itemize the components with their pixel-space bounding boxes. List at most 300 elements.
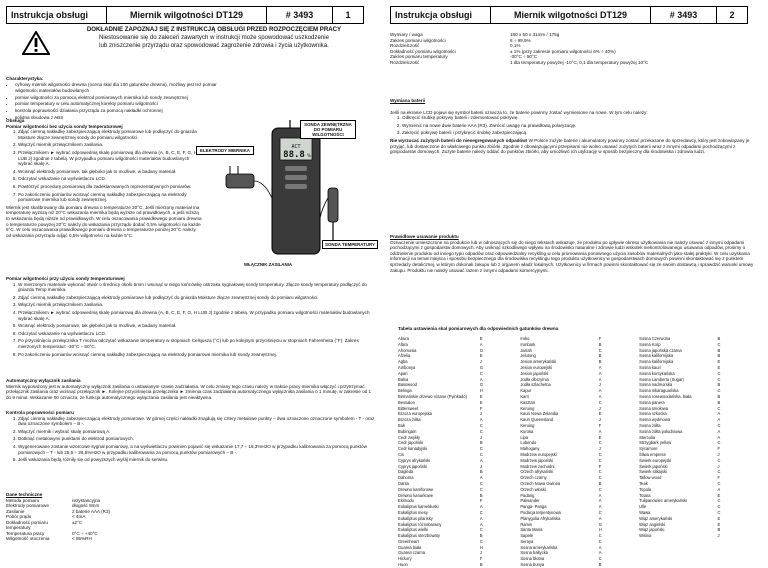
scale-code-cell: B [598, 353, 602, 359]
operation-steps [6, 129, 202, 203]
scale-code-cell: H [598, 527, 602, 533]
callout-temperature-probe: SONDA TEMPERATURY [322, 240, 378, 249]
operation-step: 5. Odczytać wskazanie na wyświetlaczu LCD. [18, 176, 202, 182]
battery-heading: Wymiana baterii [390, 98, 426, 103]
spec-value: 6 ÷ 99,9% [510, 37, 531, 43]
scale-code-cell: G [479, 382, 484, 388]
wood-species-cell: Keruing [520, 422, 535, 428]
scale-code-cell: A [479, 475, 483, 481]
scale-code-cell: A [598, 370, 602, 376]
wood-species-cell: Sosna Czerwona [639, 336, 671, 341]
wood-species-cell: Eukaliptus kamelduski [398, 504, 439, 510]
wood-species-cell: Cedr zwykły [398, 434, 421, 440]
header-page-number: 1 [345, 10, 351, 20]
wood-species-cell: Orzech Nowa Gwinea [520, 480, 561, 486]
battery-step: 3. Zakręcić pokrywę baterii i przykręcić śrubkę zabezpieczającą. [402, 130, 760, 136]
tech-value: długość 8mm [72, 503, 100, 509]
temp-probe-step: 6. Odczytać wskazanie na wyświetlaczu LCD. [18, 331, 376, 337]
scale-code-cell: F [598, 463, 602, 469]
wood-species-cell: Sosna kauri [639, 364, 661, 370]
wood-species-cell: Basswood [398, 382, 417, 388]
wood-species-cell: Świerk sitkajski [639, 469, 667, 475]
wood-species-cell: Świerk europejski [639, 457, 672, 463]
wood-species-cell: Cyprys japoński [398, 463, 427, 469]
scale-code-cell: H [479, 544, 483, 550]
wood-species-cell: Sosna amerykańska [520, 544, 558, 550]
scale-code-cell: A [717, 486, 721, 492]
wood-species-cell: Keruing [520, 405, 535, 411]
feature-item: • solidna obudowa z ABS [15, 115, 226, 122]
wood-species-cell: Strzygbark yellow [639, 440, 672, 446]
wood-species-cell: Iroko [520, 336, 530, 341]
header-code: # 3493 [267, 7, 333, 23]
scale-code-cell: A [598, 376, 602, 382]
wood-species-cell: Balsa [398, 376, 409, 382]
tech-key: Wilgotność otoczenia [6, 536, 50, 542]
control-step: 1. Zdjąć ciemną nakładkę zabezpieczającą elektrody pomiarowe. W górnej części nakładki znajdują się cztery metalowe punkty – dwa oznaczone oznaczone symbolem - T - oraz dwa oznaczone symbolem – B -. [18, 416, 376, 427]
scale-code-cell: B [717, 336, 721, 341]
wood-species-cell: Jesion amerykański [520, 359, 557, 365]
wood-species-cell: Lipa [520, 434, 529, 440]
scale-code-cell: A [717, 417, 721, 423]
wood-species-cell: Agba [398, 359, 408, 365]
wood-species-cell: Seraya [520, 538, 534, 544]
wood-species-cell: Guarea czarna [398, 550, 426, 556]
scale-code-cell: C [598, 509, 602, 515]
scale-code-cell: C [479, 527, 483, 533]
header-model: Miernik wilgotności DT129 [491, 7, 651, 23]
scale-code-cell: E [717, 359, 721, 365]
spec-key: Rozdzielczość [390, 59, 420, 65]
wood-species-cell: Kuroka [520, 428, 534, 434]
scale-code-cell: C [717, 509, 721, 515]
scale-code-cell: C [598, 533, 602, 539]
wood-species-cell: Cyprys afrykański [398, 457, 431, 463]
wood-species-cell: Śliwa empress [639, 451, 666, 457]
scale-code-cell: F [598, 336, 602, 341]
wood-species-cell: Kasztan [520, 399, 536, 405]
wood-species-cell: Brzoza europejska [398, 411, 432, 417]
wood-species-cell: Abura [398, 336, 409, 341]
meter-body-icon [272, 120, 320, 254]
disposal-heading: Prawidłowe usuwanie produktu [390, 234, 459, 239]
wood-species-cell: Sosna kalifornijska [639, 353, 674, 359]
wood-species-cell: Modrzew zachodni [520, 463, 555, 469]
disposal-section [390, 234, 760, 273]
operation-section [6, 118, 202, 238]
scale-code-cell: G [479, 364, 484, 370]
feature-item: • kontrola poprawności działania przyrządu za pomocą nakładki ochronnej [15, 108, 226, 115]
tech-value: 0°C ÷ +40°C [72, 530, 98, 536]
tech-value: ±2°C [72, 519, 83, 525]
wood-species-cell: Sterculia [639, 434, 656, 440]
operation-heading: Obsługa [6, 118, 25, 123]
scale-code-cell: A [479, 504, 483, 510]
wood-species-cell: Bittersweet [398, 405, 419, 411]
control-step: 3. Dotknąć metalowymi punktami do elektrod pomiarowych. [18, 436, 376, 442]
wood-species-cell: Cis [398, 451, 404, 457]
scale-code-cell: E [479, 399, 483, 405]
scale-code-cell: F [717, 475, 721, 481]
calibration-note: Miernik jest skalibrowany dla pomiaru drewna o temperaturze 20°C. Jeśli mierzony materiał ma temperaturę wyższą niż 20°C wskazania miernika będą wyższe od prawidłowych, a jeśli niższą to wskazania będą niższe od prawidłowych. W celu oszacowania prawidłowego pomiaru drewna o temperaturze powyżej 20°C należy do wskazania przyrządu dodać 0,5% wilgotności na każde 5°C. W celu oszacowania prawidłowego pomiaru drewna o temperaturze poniżej 20°C należy od wskazania przyrządu odjąć 0,5% wilgotności na każde 5°C. [6, 204, 202, 238]
wood-species-cell: Wiąz japoński [639, 527, 665, 533]
tech-value: 2 baterie AAA (R3) [72, 508, 111, 514]
wood-species-cell: Eukaliptus sterzbowaty [398, 533, 440, 539]
scale-code-cell: E [479, 393, 483, 399]
scale-code-cell: C [479, 509, 483, 515]
wood-species-cell: Kauri Nowa Zelandia [520, 411, 559, 417]
scale-code-cell: A [598, 428, 602, 434]
scale-code-cell: C [717, 498, 721, 504]
wood-species-cell: Orzech czarny [520, 475, 547, 481]
scale-code-cell: A [479, 417, 483, 423]
temp-probe-step: 2. Zdjąć ciemną nakładkę zabezpieczającą elektrody pomiarowe lub podłączyć do gniazda Moisture złącze zewnętrznej sondy do pomiaru wilgotności. [18, 295, 376, 301]
wood-species-cell: Wiąz amerykański [639, 515, 673, 521]
warning-icon [22, 31, 50, 55]
tech-data-section [6, 492, 206, 542]
warning-line-2: lub zniszczenie przyrządu oraz spowodować zagrożenie zdrowia i życia użytkownika. [99, 42, 329, 49]
scale-code-cell: A [479, 376, 483, 382]
scale-code-cell: B [479, 440, 483, 446]
spec-value: -30°C ÷ 50°C [510, 54, 538, 59]
scale-code-cell: E [598, 411, 602, 417]
scale-code-cell: C [717, 457, 721, 463]
scale-code-cell: F [717, 446, 721, 452]
control-step: 2. Włączyć miernik i wybrać skalę pomiarową A. [18, 429, 376, 435]
scale-code-cell: J [598, 405, 601, 411]
wood-species-cell: Sosna nikaraguańska [639, 388, 679, 394]
scale-code-cell: B [598, 562, 602, 568]
spec-value: 1 dla temperatury powyżej -10°C, 0,1 dla temperatury powyżej 10°C [510, 59, 649, 65]
wood-species-cell: Sycamore [639, 446, 658, 452]
warning-line-1: Niestosowanie się do zaleceń zawartych w instrukcji może spowodować uszkodzenie [99, 34, 329, 41]
wood-species-cell: Ekimodo [398, 498, 414, 504]
wood-species-cell: Panga- Panga [520, 504, 547, 510]
table-row [398, 562, 758, 568]
scale-code-cell: G [479, 347, 484, 353]
wood-species-cell: Danta [398, 480, 409, 486]
wood-species-cell: Hickory [398, 556, 412, 562]
scale-code-cell: F [479, 405, 483, 411]
spec-value: 180 x 50 x 31mm / 175g [510, 32, 560, 37]
battery-disposal-warning [390, 138, 760, 155]
warning-title: DOKŁADNIE ZAPOZNAJ SIĘ Z INSTRUKCJĄ OBSŁUGI PRZED ROZPOCZĘCIEM PRACY [86, 26, 342, 33]
wood-species-cell: Bubingam [398, 428, 417, 434]
scale-code-cell: C [479, 422, 483, 428]
scale-code-cell: C [598, 457, 602, 463]
temperature-probe-icon [320, 188, 338, 242]
wood-species-cell: Palisander [520, 498, 540, 504]
manual-page-1 [0, 0, 384, 543]
scale-code-cell: C [717, 504, 721, 510]
scale-code-cell: C [717, 469, 721, 475]
scale-code-cell: J [598, 417, 601, 423]
scale-code-cell: E [598, 434, 602, 440]
scale-code-cell: C [479, 370, 483, 376]
wood-species-cell: Świerk japoński [639, 463, 668, 469]
wood-species-cell: Sosna nadmorska [639, 382, 673, 388]
wood-species-cell: Modrzew europejski [520, 451, 557, 457]
scale-code-cell: C [479, 486, 483, 492]
spec-value: ± 1% (przy zakresie pomiaru wilgotności 6% ÷ 40%) [510, 48, 616, 54]
scale-code-cell: J [717, 533, 720, 539]
wood-species-cell: Afromosia [398, 347, 417, 353]
tech-key: Zasilanie [6, 508, 25, 514]
scale-code-cell: J [717, 463, 720, 469]
scale-code-cell: C [717, 341, 721, 347]
callout-power-switch: WŁĄCZNIK ZASILANIA [238, 261, 298, 268]
header-model: Miernik wilgotności DT129 [107, 7, 267, 23]
wood-species-cell: Sosna japońska czarna [639, 347, 682, 353]
wood-species-cell: Orzech afrykański [520, 469, 554, 475]
wood-species-cell: Drewno kanarkowe [398, 492, 434, 498]
wood-species-cell: Ironbark [520, 341, 536, 347]
auto-off-heading: Automatyczny wyłącznik zasilania [6, 378, 81, 383]
scale-code-cell: H [479, 388, 483, 394]
scale-code-cell: A [479, 521, 483, 527]
wood-species-cell: Kapur [520, 388, 532, 394]
scale-code-cell: B [717, 347, 721, 353]
wood-species-cell: Planygolia Afrykańska [520, 515, 561, 521]
specs-section [390, 32, 760, 65]
wood-species-cell: Belinga [398, 388, 412, 394]
page-header [6, 6, 364, 24]
wood-species-cell: Sosna błotna [520, 556, 545, 562]
wood-species-cell: Eukaliptus wielki [398, 527, 429, 533]
header-page-number: 2 [729, 10, 735, 20]
scale-code-cell: A [598, 504, 602, 510]
wood-species-cell: Guarea biała [398, 544, 422, 550]
wood-species-cell: Cedr kanadyjski [398, 446, 428, 452]
wood-species-cell: Wawa [639, 509, 651, 515]
scale-code-cell: C [479, 480, 483, 486]
wood-species-cell: Santa Maria [520, 527, 543, 533]
control-heading: Kontrola poprawności pomiaru [6, 410, 74, 415]
temp-probe-step: 4. Przełącznikiem ► wybrać odpowiednią skalę pomiarową dla drewna (A, B, C, E, F, G, H LUB J) zgodnie z tabelą. W przypadku pomiaru wilgotności materiałów budowlanych wybrać skalę A. [18, 310, 376, 321]
scale-code-cell: C [598, 440, 602, 446]
scale-code-cell: B [479, 533, 483, 539]
scale-code-cell: C [717, 480, 721, 486]
tech-value: < 4mA [72, 514, 86, 520]
wood-table-heading: Tabela ustawienia skal pomiarowych dla odpowiednich gatunków drewna [398, 326, 559, 331]
scale-code-cell: A [479, 457, 483, 463]
wood-species-cell: Eukaliptus mesy [398, 509, 428, 515]
spec-key: Wymiary / waga [390, 32, 423, 37]
tech-key: Dokładność pomiaru temperatury [6, 519, 48, 531]
wood-species-cell: Brzoza żółta [398, 417, 421, 423]
scale-code-cell: A [717, 411, 721, 417]
page-header [390, 6, 748, 24]
spec-key: Zakres pomiaru wilgotności [390, 37, 446, 43]
scale-code-cell: B [717, 353, 721, 359]
wood-species-cell: Sosna wydmowa [639, 417, 671, 423]
scale-code-cell: A [479, 515, 483, 521]
scale-code-cell: C [598, 399, 602, 405]
wood-species-cell: Drewno kamforowe [398, 486, 434, 492]
wood-species-cell: Jelutong [520, 353, 536, 359]
scale-code-cell: C [598, 538, 602, 544]
operation-step: 2. Włączyć miernik przełącznikiem zasilania. [18, 142, 202, 148]
wood-species-cell: Kauri Queensland [520, 417, 554, 423]
wood-species-cell: Topola [639, 486, 652, 492]
temp-probe-subheading: Pomiar wilgotności przy użyciu sondy temperaturowej [6, 276, 125, 281]
scale-code-cell: E [717, 364, 721, 370]
spec-key: Zakres pomiaru temperatury [390, 54, 448, 59]
wood-species-cell: Sosna bałtycka [520, 550, 549, 556]
auto-off-text: Miernik wyposażony jest w automatyczny wyłącznik zasilania o ustawianym czasie zadziałania. W celu zmiany tego czasu należy w trakcie pracy miernika włączyć i przytrzymać przełącznik zasilania oraz wcisnąć przełącznik ►. Kolejne przyciśnięcia przełącznika ► zmienia czas zadziałania automatycznego wyłącznika zasilania o 1 minutę, w zakresie od 1 do 9 minut. Wskazanie 00 oznacza, że funkcja automatycznego wyłączania zasilania jest nieaktywna. [6, 383, 372, 400]
wood-species-cell: Totara [639, 492, 651, 498]
wood-species-cell: Dagleda [398, 469, 414, 475]
wood-species-cell: Sosna Korp [639, 341, 661, 347]
scale-code-cell: B [717, 393, 721, 399]
scale-code-cell: J [479, 463, 482, 469]
scale-code-cell: G [598, 521, 602, 527]
wood-species-cell: Sosna rosewoodańska, biała [639, 393, 692, 399]
spec-key: Dokładność pomiaru wilgotności [390, 48, 456, 54]
wood-species-cell: Mahogany [520, 446, 540, 452]
scale-code-cell: C [717, 388, 721, 394]
scale-code-cell: J [598, 446, 601, 452]
wood-species-cell: Sapele [520, 533, 534, 539]
scale-code-cell: B [479, 492, 483, 498]
wood-species-cell: Lobendo [520, 440, 537, 446]
wood-species-cell: Sosna panera [639, 399, 665, 405]
disposal-text: Oznaczenie umieszczone na produkcie lub w odnoszących się do niego tekstach wskazuje, że produktu po upływie okresu użytkowania nie należy usuwać z innymi odpadami pochodzącymi z gospodarstw domowych. Aby uniknąć szkodliwego wpływu na środowisko naturalne i zdrowie ludzi wskutek niekontrolowanego usuwania odpadów, prosimy o oddzielenie produktu od innego typu odpadów oraz odpowiedzialny recykling w celu promowania ponownego użycia zasobów materialnych jako stałej praktyki. W celu uzyskania informacji na temat miejsca i sposobu bezpiecznego dla środowiska recyklingu tego produktu użytkownicy w gospodarstwach domowych powinni skontaktować się z punktem sprzedaży detalicznej, w którym dokonali zakupu lub z organem władz lokalnych. Użytkownicy w firmach powinni skontaktować się ze swoim dostawcą i sprawdzić warunki umowy zakupu. Produktu nie należy usuwać razem z innymi odpadami komercyjnymi. [390, 239, 754, 273]
scale-code-cell: C [598, 486, 602, 492]
scale-code-cell: C [598, 469, 602, 475]
feature-item: • cyfrowy miernik wilgotności drewna (ocena skal dla 100 gatunków drewna), możliwy jest też pomiar wilgotności materiałów budowlanych [15, 82, 226, 95]
wood-species-cell: Afara [398, 341, 408, 347]
display-unit: % [307, 153, 311, 158]
wood-species-cell: Jesion japoński [520, 370, 549, 376]
scale-code-cell: A [598, 550, 602, 556]
wood-species-cell: Buk [398, 422, 406, 428]
scale-code-cell: C [717, 405, 721, 411]
wood-species-cell: Sosna korsykańska [639, 370, 675, 376]
scale-code-cell: A [598, 388, 602, 394]
wood-species-cell: Bessalon [398, 399, 415, 405]
scale-code-cell: C [479, 446, 483, 452]
scale-code-cell: A [717, 434, 721, 440]
auto-off-section [6, 378, 376, 400]
spec-value: 0,1% [510, 43, 521, 48]
feature-item: • pomiar wilgotności za pomocą elektrod pomiarowych miernika lub sondy zewnętrznej [15, 95, 226, 102]
scale-code-cell: J [479, 359, 482, 365]
tech-key: Elektrody pomiarowe [6, 503, 49, 509]
temp-probe-step: 5. Wcisnąć elektrody pomiarowe, tak głęboko jak to możliwe, w badany materiał. [18, 323, 376, 329]
scale-code-cell: F [479, 556, 483, 562]
battery-step: 2. Wymienić na nowe dwie baterie AAA (R3). Zwrócić uwagę na prawidłową polaryzację. [402, 123, 760, 129]
scale-code-cell [718, 562, 758, 568]
scale-code-cell: A [598, 544, 602, 550]
scale-code-cell: A [598, 364, 602, 370]
wood-species-cell: Orzech włoski [520, 486, 546, 492]
scale-code-cell: C [479, 428, 483, 434]
scale-code-cell: C [717, 422, 721, 428]
wood-species-cell: Sosna szkocka [639, 411, 667, 417]
scale-code-cell: A [479, 341, 483, 347]
control-section [6, 410, 376, 465]
external-probe-icon [226, 166, 272, 198]
wood-species-cell: Padang [520, 492, 535, 498]
wood-species-cell: Teak [639, 480, 648, 486]
temp-probe-section [6, 276, 376, 359]
wood-species-cell: Sosna bunya [520, 562, 545, 568]
operation-step: 4. Wcisnąć elektrody pomiarowe, tak głęboko jak to możliwe, w badany materiał. [18, 169, 202, 175]
features-section [6, 76, 226, 121]
tech-key: Metoda pomiaru [6, 497, 40, 503]
scale-code-cell: A [598, 515, 602, 521]
scale-code-cell: E [717, 515, 721, 521]
callout-electrodes: ELEKTRODY MIERNIKA [196, 146, 254, 155]
scale-code-cell: B [598, 341, 602, 347]
wood-species-cell: Ulle [639, 504, 647, 510]
operation-subheading: Pomiar wilgotności bez użycia sondy temperaturowej [6, 123, 123, 129]
scale-code-cell: B [479, 469, 483, 475]
display-reading: 88.8 [283, 150, 305, 160]
wood-species-cell: Apari [398, 370, 408, 376]
control-step: 4. Wygenerowane zostanie wzorcowe sygnał pomiarowy, a na wyświetlaczu powinien pojawić się wskazanie 17,7 ÷ 18,3%H2O w przypadku kalibrowania za pomocą punktów pomiarowych – T - lub 25,5 ÷ 26,5%H2O w przypadku kalibrowania za pomocą punktów pomiarowych – B -. [18, 444, 376, 455]
wood-species-cell: Jesion europejski [520, 364, 552, 370]
wood-species-cell: Jarrah [520, 347, 532, 353]
scale-code-cell: E [717, 492, 721, 498]
scale-code-cell: C [598, 347, 602, 353]
tech-value: < 85%RH [72, 536, 92, 542]
callout-external-probe: SONDA ZEWNĘTRZNA DO POMIARU WILGOTNOŚCI [300, 120, 356, 139]
operation-step: 6. Powtórzyć procedurę pomiarową dla zadeklarowanych reprezentatywnych pomiarów. [18, 184, 202, 190]
wood-species-cell: Dahoma [398, 475, 414, 481]
wood-species-cell: Jodła olbrzymia [520, 376, 549, 382]
battery-intro: Jeśli na ekranie LCD pojawi się symbol baterii oznacza to, że baterie powinny zostać wymienione na nowe. W tym celu należy: [390, 109, 648, 115]
wood-species-cell: Eukaliptus różnobarwny [398, 521, 442, 527]
wood-species-cell: Jodła szlachetna [520, 382, 551, 388]
wood-species-cell: Greenheart [398, 538, 419, 544]
wood-scale-table [398, 336, 758, 568]
scale-code-cell: C [479, 451, 483, 457]
scale-code-cell: C [717, 376, 721, 382]
wood-species-cell: Podacja terpentynowa [520, 509, 561, 515]
wood-species-cell: Sosna żółta [639, 422, 661, 428]
wood-species-cell: Cedr japoński [398, 440, 424, 446]
wood-species-cell: Sosna kalifornijska [639, 359, 674, 365]
features-list [6, 82, 226, 122]
battery-section [390, 98, 760, 155]
temp-probe-steps [6, 282, 376, 358]
tech-key: Temperatura pracy [6, 530, 45, 536]
scale-code-cell: C [717, 370, 721, 376]
wood-species-cell: Wiśnia [639, 533, 652, 539]
scale-code-cell: C [479, 538, 483, 544]
tech-data-heading: Dane techniczne [6, 492, 43, 497]
scale-code-cell: J [479, 411, 482, 417]
scale-code-cell: C [598, 451, 602, 457]
wood-species-cell: Sosna żółta południowa [639, 428, 683, 434]
control-step: 5. Jeśli wskazania będą różniły się od powyższych wyślij miernik do serwisu. [18, 457, 376, 463]
wood-species-cell: Ambonya [398, 364, 416, 370]
battery-warning-bold: Nie wyrzucać zużytych baterii do niesegregowanych odpadów! [390, 137, 528, 143]
header-title: Instrukcja obsługi [391, 7, 491, 23]
tech-row [6, 536, 206, 542]
wood-species-cell [639, 562, 717, 568]
scale-code-cell: J [479, 550, 482, 556]
operation-step: 7. Po zakończeniu pomiarów wcisnąć ciemną nakładkę zabezpieczającą na elektrody pomiarowe miernika lub sondy zewnętrznej. [18, 192, 202, 203]
battery-steps [390, 115, 760, 136]
wood-species-cell: Eukaliptus pilarisky [398, 515, 433, 521]
wood-species-cell: Sosna Lamberta (Sugar) [639, 376, 684, 382]
scale-code-cell: E [479, 336, 483, 341]
wood-species-cell: Karri [520, 393, 529, 399]
scale-code-cell: A [598, 393, 602, 399]
